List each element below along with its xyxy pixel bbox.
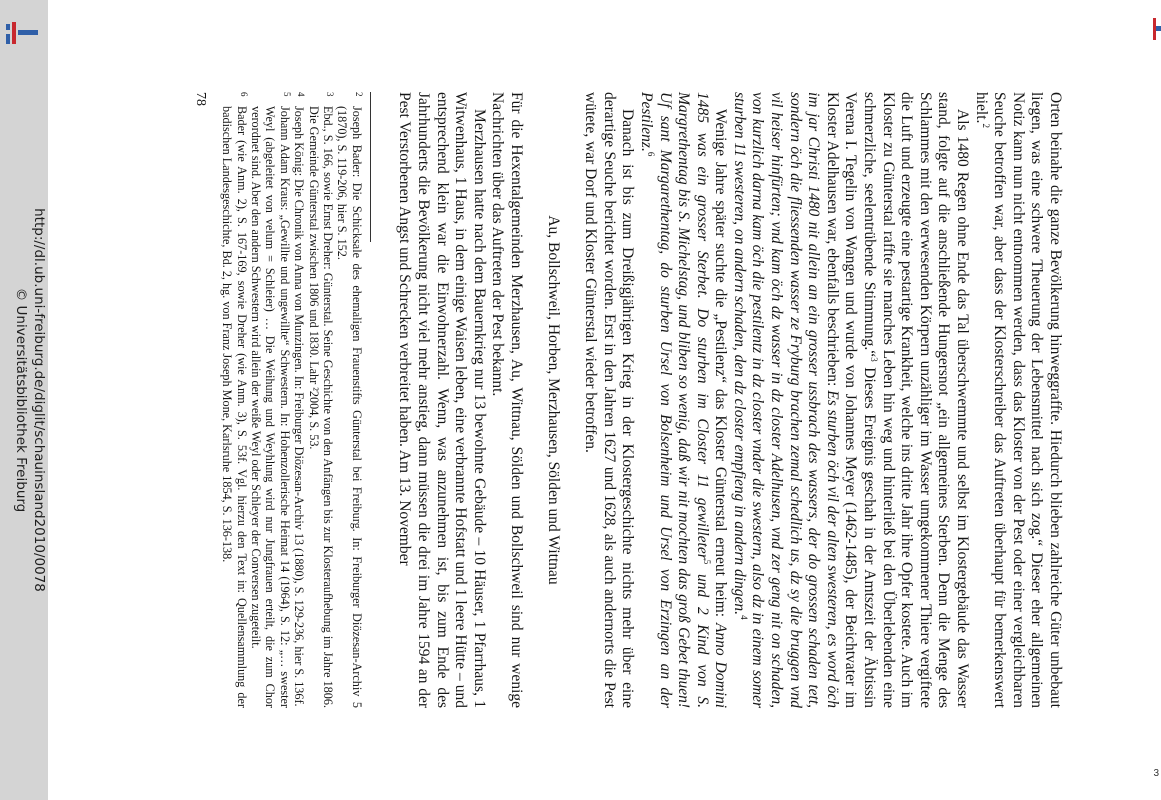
footnotes [220, 92, 364, 708]
watermark [12, 0, 48, 800]
footnote-2: 2 Joseph Bader: Die Schicksale des ehemaligen Frauenstifts Günterstal bei Freiburg. In: Freiburger Diözesan-Archiv 5 (1870), S. 119-206, hier S. 152. [335, 92, 364, 708]
footnote-rule [370, 92, 371, 242]
paragraph-3: Wenige Jahre später suchte die „Pestilenz“ das Kloster Günterstal erneut heim: Anno Domini 1485 was ein grosser Sterbet. Do sturben im Closter 11 gewilleter$^5$ und 2 Kind von S. Margrethentag bis S. Michelstag, und bliben so wenig, daß wir nit mochten das groß Gebet thuen! Uf sant Margarethentag, do sturben Ursel von Bolsenheim und Ursel von Erzingen an der Pestilenz.$^6$ [637, 92, 730, 709]
paragraph-4: Danach ist bis zum Dreißigjährigen Krieg in der Klostergeschichte nichts mehr über eine derartige Seuche berichtet worden. Erst in den Jahren 1627 und 1628, als auch andernorts die Pest wütete, war Dorf und Kloster Günterstal wieder betroffen. [582, 92, 637, 708]
section-heading: Au, Bollschweil, Horben, Merzhausen, Sölden und Wittnau [544, 215, 562, 585]
paragraph-6: Merzhausen hatte nach dem Bauernkrieg nur 13 bewohnte Gebäude – 10 Häuser, 1 Pfarrhaus, 1 Witwenhaus, 1 Haus, in dem einige Waisen leben, eine verbrannte Hofstatt und 1 leere Hütte – und entsprechend klein war die Einwohnerzahl. Wenn, was anzunehmen ist, bis zum Ende des Jahrhunderts die Bevölkerung nicht viel mehr anstieg, dann müssen die drei im Jahre 1594 an der Pest Verstorbenen Angst und Schrecken verbreitet haben. Am 13. November [396, 92, 488, 708]
paragraph-2: Als 1480 Regen ohne Ende das Tal überschwemmte und selbst im Klostergebäude das Wasser stand, folgte auf die anschließende Hungersnot „ein allgemeines Sterben. Denn die Menge des Schlammes mit den verwesenden Körpern unzähliger im Wasser umgekommener Thiere vergiftete die Luft und erzeugte eine pestartige Krankheit, welche ins dritte Jahr ihre Opfer kostete. Auch im Kloster zu Günterstal raffte sie manches Leben hin weg und hinterließ bei den Überlebenden eine schmerzliche, seelentrübende Stimmung.“$^3$ Dieses Ereignis geschah in der Amtszeit der Äbtissin Verena I. Tegelin von Wangen und wurde von Johannes Meyer (1462-1485), der Beichtvater im Kloster Adelhausen war, ebenfalls beschrieben: Es sturben öch vil der alten swesteren, es word öch im jar Christi 1480 nit allein an ein grosser ussbrach des wassers, der do grossen schaden tett, sondern öch die fliessenden wasser ze Fryburg brachen zemal schedlich us, dz sy die bruggen vnd vil heiser hinfürten; vnd kam öch dz wasser in dz closter Adelhusen, vnd zer geng nit on schaden, von kurzlich darna kam öch die pestilentz in dz closter vnder die swestern, also dz in einem somer sturben 11 swesteren, on andern schaden, den dz closter empfieng in andern dingen.$^4$ [730, 92, 972, 708]
paragraph-5: Für die Hexentalgemeinden Merzhausen, Au, Wittnau, Sölden und Bollschweil sind nur wenige Nachrichten über das Auftreten der Pest bekannt. [489, 92, 525, 708]
watermark-url: http://dl.ub.uni-freiburg.de/diglit/schauinsland2010/0078 [31, 208, 47, 592]
footnote-6: 6 Bader (wie Anm. 2), S. 167-169, sowie Dreher (wie Anm. 3), S. 53f. Vgl. hierzu den Text in: Quellensammlung der badischen Landesgeschichte, Bd. 2, hg. von Franz Joseph Mone, Karlsruhe 1854, S. 136-138. [220, 92, 249, 708]
edge-mark: 3 [1153, 768, 1159, 779]
paragraph-1: Orten beinahe die ganze Bevölkerung hinweggraffte. Hiedurch blieben zahlreiche Güter unbebaut liegen, was eine schwere Theuerung der Lebensmittel nach sich zog.“ Dieser eher allgemeinen Notiz kann nun nicht entnommen werden, dass das Kloster von der Pest oder einer vergleichbaren Seuche betroffen war, aber dass der Klosterschreiber das Auftreten überhaupt für bemerkenswert hielt.$^2$ [972, 92, 1064, 708]
footnote-4: 4 Joseph König: Die Chronik von Anna von Munzingen. In: Freiburger Diözesan-Archiv 13 (1880), S. 129-236, hier S. 136f. [292, 92, 307, 707]
library-logo-fragment-icon [1151, 18, 1161, 40]
footnote-5: 5 Johann Adam Kraus: „Gewillte und ungewillte“ Schwestern. In: Hohenzollerische Heimat 14 (1964), S. 12: „… swester Weyl (abgeleitet von velum = Schleier) … Die Weihung und Weyhlung wird nur Jungfrauen erteilt, die zum Chor verordnet sind. Aber den andern Schwestern wird allein der weiße Weyl oder Schleyer der Conversen zugeteilt. [248, 92, 292, 708]
watermark-copyright: © Universitätsbibliothek Freiburg [13, 287, 29, 513]
scanned-page [192, 92, 1064, 708]
body-text [395, 92, 1064, 708]
footnote-3: 3 Ebd., S. 166, sowie Ernst Dreher: Günterstal. Seine Geschichte von den Anfängen bis zur Klosteraufhebung im Jahre 1806. Die Gemeinde Günterstal zwischen 1806 und 1830. Lahr ²2004, S. 53. [306, 92, 335, 708]
page-number: 78 [192, 92, 208, 106]
